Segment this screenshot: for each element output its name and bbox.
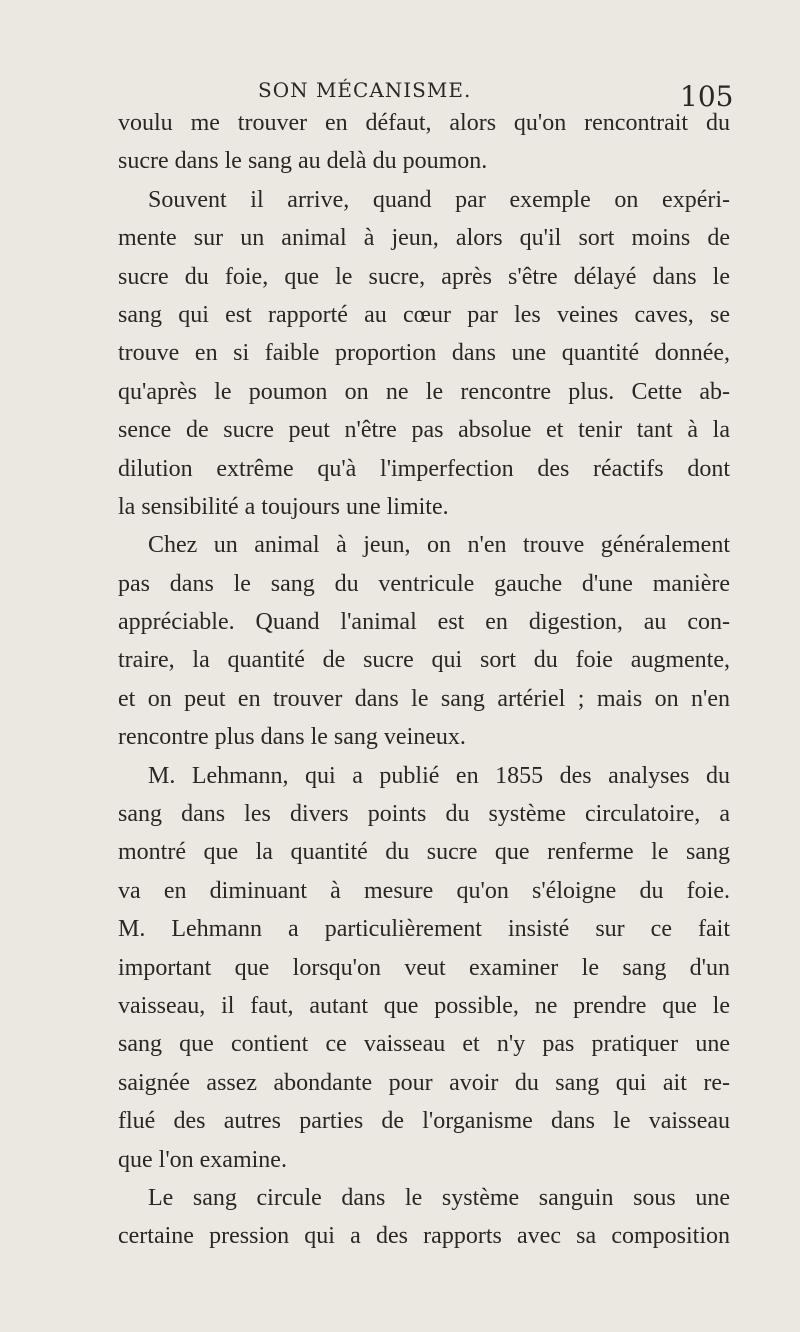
text-line: flué des autres parties de l'organisme dans le vaisseau bbox=[118, 1108, 730, 1135]
text-line: saignée assez abondante pour avoir du sang qui ait re- bbox=[118, 1069, 730, 1096]
text-line: appréciable. Quand l'animal est en digestion, au con- bbox=[118, 609, 730, 636]
text-line: voulu me trouver en défaut, alors qu'on rencontrait du bbox=[118, 110, 730, 136]
text-line: vaisseau, il faut, autant que possible, ne prendre que le bbox=[118, 992, 730, 1019]
text-line: la sensibilité a toujours une limite. bbox=[118, 493, 449, 520]
text-line: M. Lehmann a particulièrement insisté sur ce fait bbox=[118, 916, 730, 943]
running-head bbox=[0, 74, 800, 113]
text-line: va en diminuant à mesure qu'on s'éloigne du foie. bbox=[118, 877, 730, 904]
text-line: Le sang circule dans le système sanguin sous une bbox=[148, 1184, 730, 1211]
text-line: sang dans les divers points du système circulatoire, a bbox=[118, 801, 730, 828]
text-line: important que lorsqu'on veut examiner le sang d'un bbox=[118, 954, 730, 981]
text-line: pas dans le sang du ventricule gauche d'une manière bbox=[118, 570, 730, 597]
text-line: sang qui est rapporté au cœur par les veines caves, se bbox=[118, 301, 730, 328]
running-title: SON MÉCANISME. bbox=[258, 78, 472, 102]
text-line: sang que contient ce vaisseau et n'y pas pratiquer une bbox=[118, 1031, 730, 1058]
text-line: sucre du foie, que le sucre, après s'être délayé dans le bbox=[118, 263, 730, 290]
text-line: trouve en si faible proportion dans une quantité donnée, bbox=[118, 340, 730, 367]
body-text bbox=[118, 104, 730, 1256]
page-number: 105 bbox=[680, 80, 734, 113]
text-line: M. Lehmann, qui a publié en 1855 des analyses du bbox=[148, 762, 730, 789]
text-line: que l'on examine. bbox=[118, 1146, 287, 1173]
text-line: dilution extrême qu'à l'imperfection des réactifs dont bbox=[118, 455, 730, 482]
text-line: Souvent il arrive, quand par exemple on expéri- bbox=[148, 186, 730, 213]
text-line: mente sur un animal à jeun, alors qu'il sort moins de bbox=[118, 225, 730, 252]
text-line: certaine pression qui a des rapports avec sa composition bbox=[118, 1223, 730, 1250]
text-line: et on peut en trouver dans le sang artériel ; mais on n'en bbox=[118, 685, 730, 712]
text-line: sence de sucre peut n'être pas absolue et tenir tant à la bbox=[118, 417, 730, 444]
text-line: rencontre plus dans le sang veineux. bbox=[118, 724, 466, 751]
text-line: qu'après le poumon on ne le rencontre plus. Cette ab- bbox=[118, 378, 730, 405]
text-line: traire, la quantité de sucre qui sort du foie augmente, bbox=[118, 647, 730, 674]
text-line: montré que la quantité du sucre que renferme le sang bbox=[118, 839, 730, 866]
text-line: Chez un animal à jeun, on n'en trouve généralement bbox=[148, 532, 730, 559]
text-line: sucre dans le sang au delà du poumon. bbox=[118, 148, 488, 175]
